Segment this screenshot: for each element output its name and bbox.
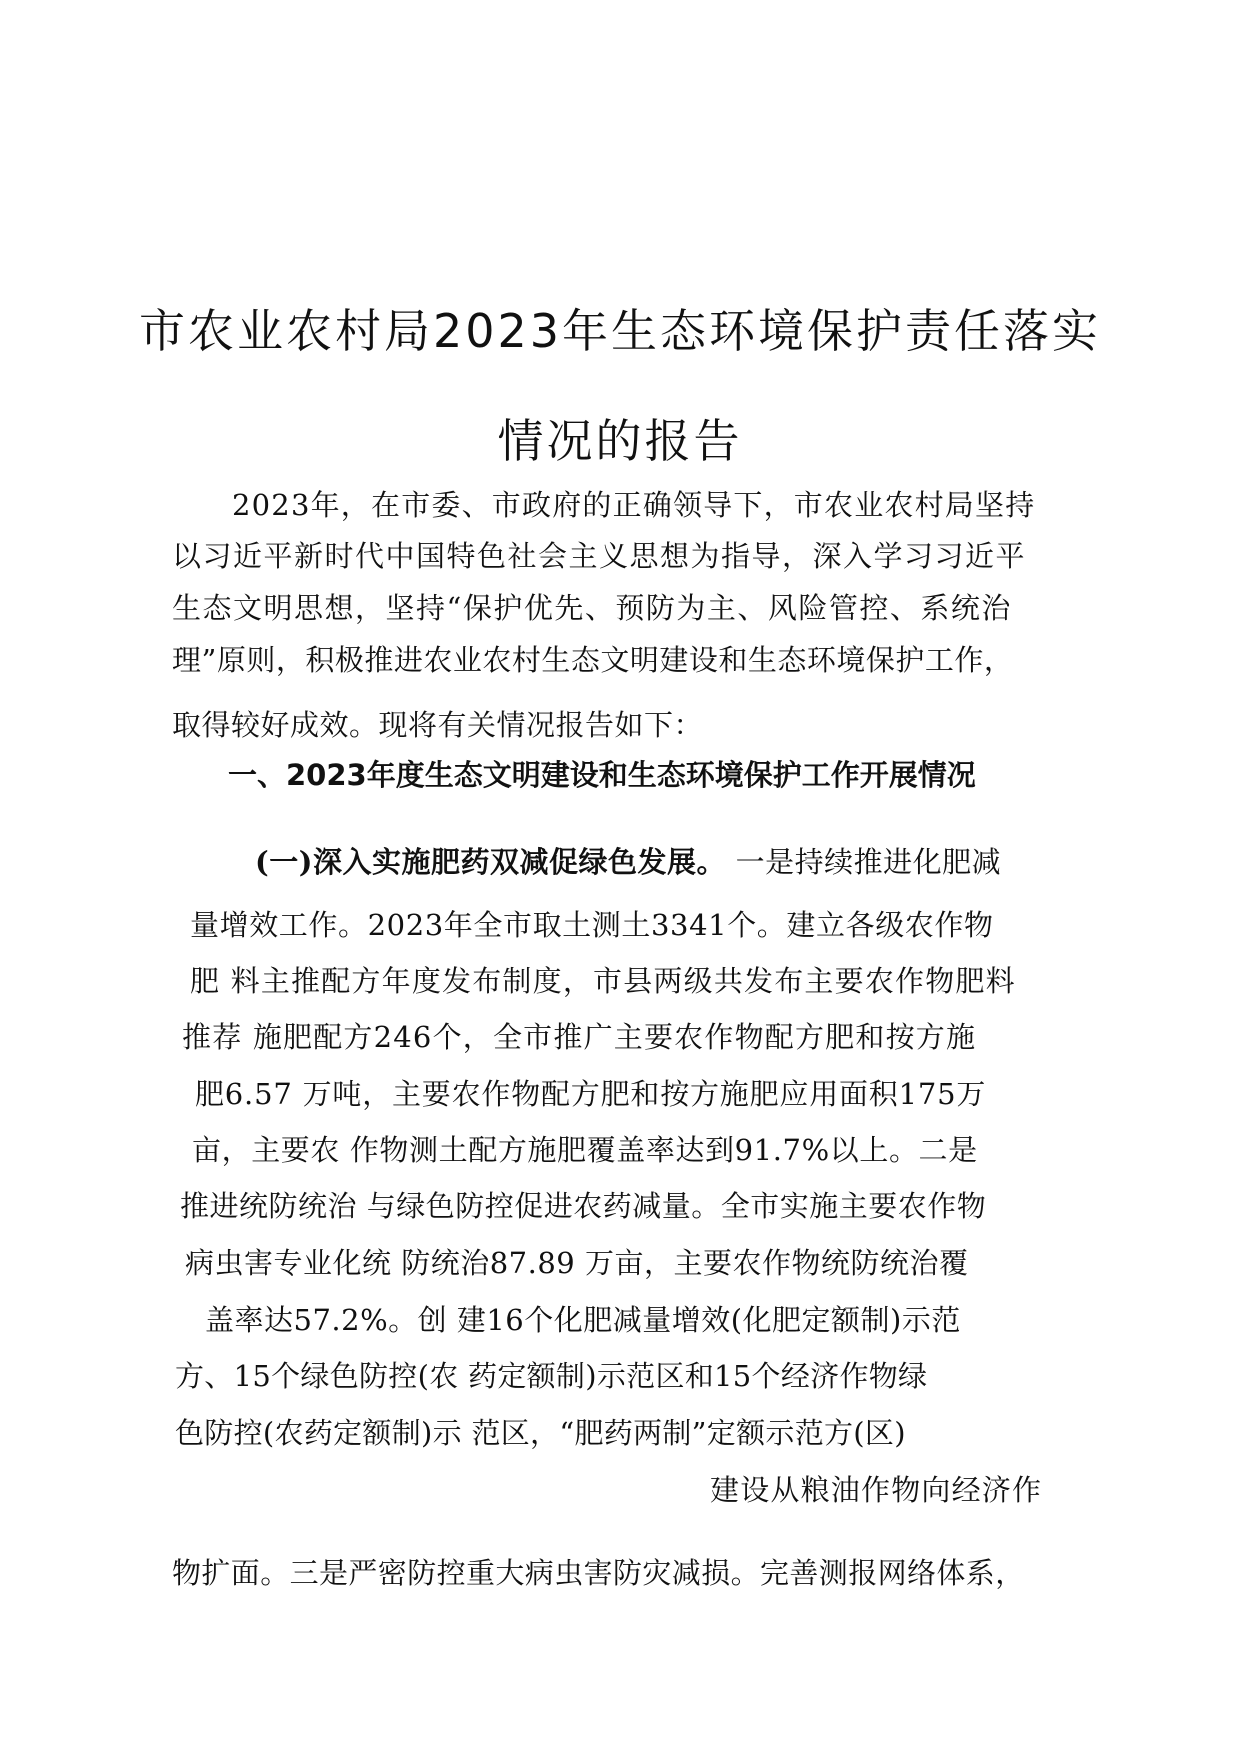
intro-line-4: 理”原则，积极推进农业农村生态文明建设和生态环境保护工作， xyxy=(172,643,1014,677)
body-line-6: 推进统防统治 与绿色防控促进农药减量。全市实施主要农作物 xyxy=(180,1189,987,1223)
subsection-lead-rest: 一是持续推进化肥减 xyxy=(725,845,1002,879)
document-title-line-2: 情况的报告 xyxy=(497,414,743,468)
body-line-12: 物扩面。三是严密防控重大病虫害防灾减损。完善测报网络体系， xyxy=(172,1556,1025,1590)
intro-line-3: 生态文明思想，坚持“保护优先、预防为主、风险管控、系统治 xyxy=(172,591,1012,625)
subsection-lead-line xyxy=(255,842,1001,882)
document-title-line-1: 市农业农村局2023年生态环境保护责任落实 xyxy=(138,304,1102,358)
body-line-2: 肥 料主推配方年度发布制度，市县两级共发布主要农作物肥料 xyxy=(190,964,1016,998)
body-line-11: 建设从粮油作物向经济作 xyxy=(710,1473,1043,1507)
intro-line-2: 以习近平新时代中国特色社会主义思想为指导，深入学习习近平 xyxy=(172,539,1027,573)
body-line-4: 肥6.57 万吨，主要农作物配方肥和按方施肥应用面积175万 xyxy=(195,1077,987,1111)
body-line-9: 方、15个绿色防控(农 药定额制)示范区和15个经济作物绿 xyxy=(175,1359,928,1393)
intro-line-5: 取得较好成效。现将有关情况报告如下： xyxy=(172,708,704,742)
body-line-3: 推荐 施肥配方246个，全市推广主要农作物配方肥和按方施 xyxy=(182,1020,977,1054)
subsection-title: (一)深入实施肥药双减促绿色发展。 xyxy=(255,845,726,879)
body-line-7: 病虫害专业化统 防统治87.89 万亩，主要农作物统防统治覆 xyxy=(185,1246,969,1280)
section-heading: 一、2023年度生态文明建设和生态环境保护工作开展情况 xyxy=(228,758,976,792)
body-line-1: 量增效工作。2023年全市取土测土3341个。建立各级农作物 xyxy=(190,908,994,942)
body-line-10: 色防控(农药定额制)示 范区，“肥药两制”定额示范方(区) xyxy=(175,1416,906,1450)
body-line-5: 亩，主要农 作物测土配方施肥覆盖率达到91.7%以上。二是 xyxy=(192,1133,978,1167)
body-line-8: 盖率达57.2%。创 建16个化肥减量增效(化肥定额制)示范 xyxy=(205,1303,961,1337)
intro-line-1: 2023年，在市委、市政府的正确领导下，市农业农村局坚持 xyxy=(232,488,1036,522)
